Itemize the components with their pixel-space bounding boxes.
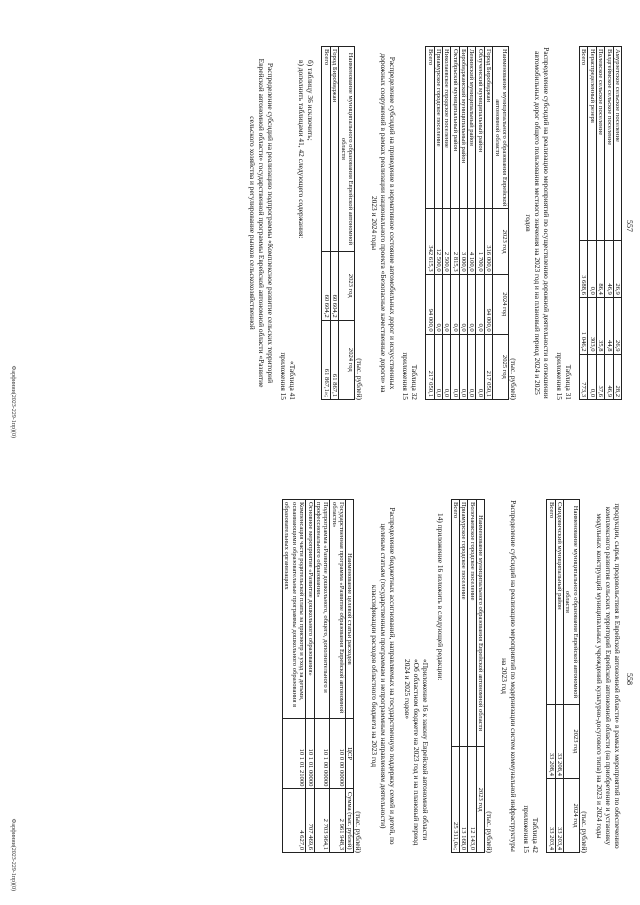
cell-value: 94 000,0 xyxy=(426,274,434,334)
table-label: Таблица 31 xyxy=(564,364,574,400)
row-label: Приамурское городское поселение xyxy=(434,47,442,209)
table-row xyxy=(451,47,459,400)
cell-value: 0,0 xyxy=(434,334,442,399)
row-label: Валдгеймское сельское поселение xyxy=(605,47,613,241)
row-label: Нераспределенный резерв xyxy=(588,47,596,241)
cell-value: 13 168,0 xyxy=(460,747,468,853)
table-label: Таблица 32 xyxy=(410,364,420,400)
item-14: 14) приложение 16 изложить в следующей редакции: xyxy=(435,513,445,681)
table-row xyxy=(588,47,596,400)
table-label: Таблица 42 xyxy=(531,817,541,853)
row-label: Город Биробиджан xyxy=(330,47,338,252)
table-row xyxy=(484,47,492,400)
table-row xyxy=(426,47,434,400)
table-row xyxy=(330,500,346,853)
row-label: Октябрьский муниципальный район xyxy=(451,47,459,209)
table-title: Распределение субсидий на реализацию мероприятий по модернизации систем коммунальной инфраструктуры на 2023 год xyxy=(500,500,519,852)
cell-value: 217 050,1 xyxy=(426,334,434,399)
cell-value: 342 615,3 xyxy=(426,209,434,274)
cell-value: 707 469,6 xyxy=(306,789,314,853)
row-label: Смидовичский муниципальный район xyxy=(555,500,563,705)
table-annex: приложения 15 xyxy=(522,805,532,853)
row-label: Основное мероприятие «Развитие дошкольного образования» xyxy=(306,500,314,719)
cell-value: 0,0 xyxy=(459,334,467,399)
page-number: 557 xyxy=(625,220,634,232)
row-label: Всего xyxy=(322,47,330,252)
cell-value: 12 500,0 xyxy=(434,209,442,274)
column-header: 2024 год xyxy=(564,778,580,852)
table-row xyxy=(330,47,338,400)
column-header: Наименование муниципального образования Еврейской автономной области xyxy=(339,47,355,252)
page-footer: Фарфинии(2023-229-1пр)(0) xyxy=(10,818,16,891)
cell-value: 316 000,0 xyxy=(484,209,492,274)
table-title-continued: продукции, сырья, продовольствия в Еврейской автономной области» в рамках мероприятий по обеспечению комплексного развития сельских территорий Еврейской автономной области (на приобретение и установку модульных конструкций муниципальных учреждений культурно-досугового типа) на 2023 и 2024 годы xyxy=(594,503,622,849)
cell-value: 2 815,3 xyxy=(451,209,459,274)
cell-value: 28,2 xyxy=(613,354,621,399)
item-v: в) дополнить таблицами 41, 42 следующего содержания: xyxy=(297,60,307,239)
annex-16-header: «Приложение 16 к закону Еврейской автономной области «Об областном бюджете на 2023 год и на плановый период 2024 и 2025 годов» xyxy=(402,659,430,846)
row-label: Город Биробиджан xyxy=(484,47,492,209)
cell-value: 60 604,2 xyxy=(330,251,338,320)
unit-label: (тыс. рублей) xyxy=(355,358,365,400)
table-row xyxy=(314,500,330,853)
cell-value: 4 627,0 xyxy=(283,789,306,853)
table-annex: приложения 15 xyxy=(279,352,289,400)
column-header: Наименование муниципального образования Еврейской автономной области xyxy=(493,47,509,209)
cell-value: 33 203,4 xyxy=(555,778,563,852)
column-header: 2023 год xyxy=(564,704,580,778)
row-label: Всего xyxy=(547,500,555,705)
row-label: Волочаевское городское поселение xyxy=(468,500,476,747)
item-b: б) таблицу 36 исключить; xyxy=(306,60,316,141)
table-row xyxy=(596,47,604,400)
column-header: ЦСР xyxy=(346,718,354,789)
cell-value: 0,0 xyxy=(468,274,476,334)
row-label: Ленинский муниципальный район xyxy=(468,47,476,209)
table-42 xyxy=(451,499,486,853)
table-row xyxy=(460,500,468,853)
cell-value: 33 203,4 xyxy=(547,778,555,852)
table-row xyxy=(451,500,459,853)
cell-value: 4 100,0 xyxy=(468,209,476,274)
table-annex: приложения 15 xyxy=(555,352,565,400)
distribution-table xyxy=(282,499,354,853)
cell-value: 217 050,1 xyxy=(484,334,492,399)
cell-value: 10 0 00 00000 xyxy=(330,718,346,789)
table-title: Распределение субсидий на приведение в нормативное состояние автомобильных дорог и искусственных дорожных сооружений в рамках реализации национального проекта «Безопасные качественные дороги» на 2023 и 2024 годы xyxy=(370,53,398,393)
column-header: 2023 год xyxy=(493,209,509,274)
table-title: Распределение субсидий на реализацию подпрограммы «Комплексное развитие сельских территорий Еврейской автономной области» государственной программы Еврейской автономной области «Развитие сельского хозяйства и регулирование рынков сельскохозяйственной xyxy=(248,58,276,388)
cell-value: 33 208,4 xyxy=(555,704,563,778)
table-row xyxy=(476,47,484,400)
cell-value: 0,0 xyxy=(588,241,596,298)
table-row xyxy=(468,500,476,853)
column-header: Наименование муниципального образования Еврейской автономной области xyxy=(564,500,580,705)
cell-value: 0,0 xyxy=(588,354,596,399)
row-label: Приамурское городское поселение xyxy=(460,500,468,747)
cell-value: 0,0 xyxy=(451,334,459,399)
table-row xyxy=(555,500,563,853)
table-41 xyxy=(546,499,580,853)
cell-value: 2 703 964,1 xyxy=(314,789,330,853)
column-header: Наименование муниципального образования Еврейской автономной области xyxy=(476,500,484,747)
row-label: Всего xyxy=(426,47,434,209)
cell-value: 0,0 xyxy=(476,274,484,334)
cell-value: 0,0 xyxy=(442,274,450,334)
cell-value: 60 604,2 xyxy=(322,251,330,320)
cell-value: 26,9 xyxy=(613,297,621,354)
table-row xyxy=(306,500,314,853)
row-label: Амурзетское сельское поселение xyxy=(613,47,621,241)
unit-label: (тыс. рублей) xyxy=(579,811,589,853)
table-row xyxy=(468,47,476,400)
cell-value: 44,8 xyxy=(605,297,613,354)
table-title: Распределение субсидий на реализацию мероприятий по осуществлению дорожной деятельности в отношении автомобильных дорог общего пользования местного значения на 2023 год и на плановый период 2024 и 2025 годов xyxy=(524,47,552,399)
cell-value: 46,9 xyxy=(605,354,613,399)
table-row xyxy=(434,47,442,400)
table-row xyxy=(605,47,613,400)
distribution-title: Распределение бюджетных ассигнований, направляемых на государственную поддержку семей и детей, по целевым статьям (государственным программам и непрограммным направлениям деятельности) классификации расходов областного бюджета на 2023 год xyxy=(369,507,397,845)
cell-value: 10 1 01 00000 xyxy=(306,718,314,789)
column-header: 2023 год xyxy=(339,251,355,320)
column-header: Сумма (тыс. рублей) xyxy=(346,789,354,853)
cell-value: 303,0 xyxy=(588,297,596,354)
cell-value: 0,0 xyxy=(451,274,459,334)
column-header: 2025 год xyxy=(493,334,509,399)
cell-value: 86,4 xyxy=(596,241,604,298)
row-label: Полевское сельское поселение xyxy=(596,47,604,241)
cell-value: 61 867,1»; xyxy=(322,320,330,399)
column-header: 2024 год xyxy=(493,274,509,334)
table-label: «Таблица 41 xyxy=(288,361,298,400)
column-header: 2023 год xyxy=(476,747,484,853)
cell-value: 0,0 xyxy=(442,334,450,399)
table-row xyxy=(459,47,467,400)
row-label: Подпрограмма «Развитие дошкольного, общего, дополнительного и профессионального образования» xyxy=(314,500,330,719)
cell-value: 0,0 xyxy=(476,334,484,399)
table-32 xyxy=(322,46,356,400)
page-558 xyxy=(0,453,640,905)
table-row xyxy=(442,47,450,400)
column-header: 2024 год xyxy=(339,320,355,399)
cell-value: 3 000,0 xyxy=(459,209,467,274)
cell-value: 10 1 01 21000 xyxy=(283,718,306,789)
cell-value: 25 311,0»; xyxy=(451,747,459,853)
cell-value: 1 046,2 xyxy=(580,297,588,354)
cell-value: 94 000,0 xyxy=(484,274,492,334)
row-label: Облученский муниципальный район xyxy=(476,47,484,209)
table-row xyxy=(547,500,555,853)
cell-value: 0,0 xyxy=(468,334,476,399)
cell-value: 46,9 xyxy=(605,241,613,298)
row-label: Государственная программа «Развитие образования Еврейской автономной области» xyxy=(330,500,346,719)
cell-value: 0,0 xyxy=(459,274,467,334)
cell-value: 12 143,0 xyxy=(468,747,476,853)
cell-value: 1 700,0 xyxy=(476,209,484,274)
table-row xyxy=(580,47,588,400)
row-label: Биробиджанский муниципальный район xyxy=(459,47,467,209)
page-content xyxy=(282,499,622,853)
page-content xyxy=(248,46,622,400)
page-footer: Фарфинии(2023-229-1пр)(0) xyxy=(10,365,16,438)
cell-value: 2 961 948,3 xyxy=(330,789,346,853)
unit-label: (тыс. рублей) xyxy=(508,358,518,400)
table-row xyxy=(613,47,621,400)
table-row xyxy=(322,47,330,400)
cell-value: 773,3 xyxy=(580,354,588,399)
page-557 xyxy=(0,0,640,452)
cell-value: 26,9 xyxy=(613,241,621,298)
table-31 xyxy=(425,46,509,400)
table-annex: приложения 15 xyxy=(401,352,411,400)
column-header: Наименование целевой статьи расходов xyxy=(346,500,354,719)
row-label: Николаевское городское поселение xyxy=(442,47,450,209)
cell-value: 33 208,4 xyxy=(547,704,555,778)
row-label: Всего xyxy=(580,47,588,241)
continued-table xyxy=(579,46,622,400)
cell-value: 61 867,1 xyxy=(330,320,338,399)
unit-label: (тыс. рублей) xyxy=(485,811,495,853)
cell-value: 35,8 xyxy=(596,297,604,354)
cell-value: 10 1 00 00000 xyxy=(314,718,330,789)
cell-value: 2 500,0 xyxy=(442,209,450,274)
page-number: 558 xyxy=(625,673,634,685)
row-label: Всего xyxy=(451,500,459,747)
cell-value: 0,0 xyxy=(434,274,442,334)
table-row xyxy=(283,500,306,853)
unit-label: (тыс. рублей) xyxy=(354,811,364,853)
row-label: Компенсация части родительской платы за присмотр и уход за детьми, осваивающими образовательные программы дошкольного образования в образовательных организациях xyxy=(283,500,306,719)
cell-value: 37,6 xyxy=(596,354,604,399)
cell-value: 3 688,6 xyxy=(580,241,588,298)
